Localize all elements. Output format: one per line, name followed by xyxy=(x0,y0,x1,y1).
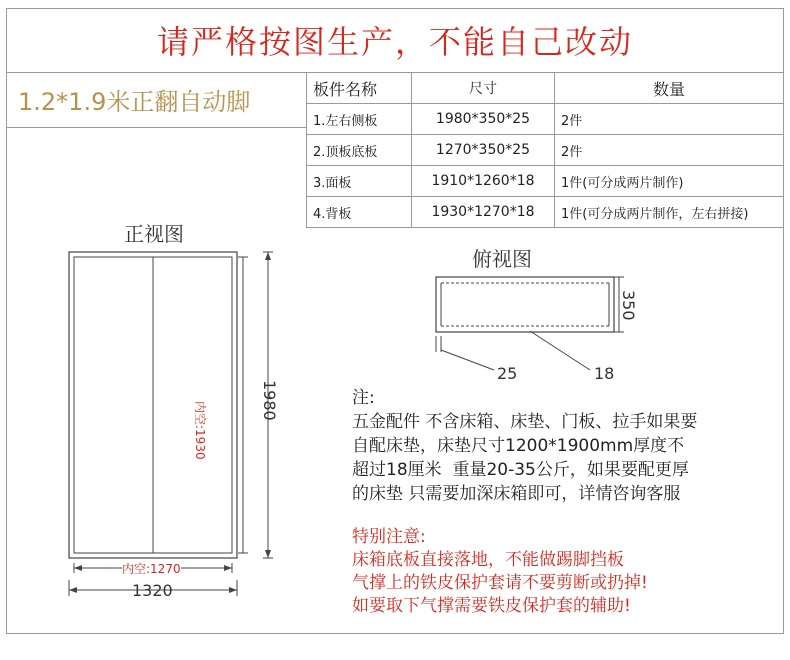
header-size: 尺寸 xyxy=(412,73,555,104)
box-outer xyxy=(436,277,614,332)
model-divider xyxy=(6,127,306,128)
note-line: 五金配件 不含床箱、床垫、门板、拉手如果要 xyxy=(352,412,698,432)
warning-block xyxy=(352,526,648,618)
leader-25 xyxy=(441,350,494,370)
header-name: 板件名称 xyxy=(307,73,412,104)
row-name: 4.背板 xyxy=(307,197,412,228)
note-line: 的床垫 只需要加深床箱即可，详情咨询客服 xyxy=(352,484,681,504)
row-qty: 2件 xyxy=(555,135,784,166)
table-row xyxy=(307,166,784,197)
outer-width-label: 1320 xyxy=(132,581,173,600)
row-size: 1980*350*25 xyxy=(412,104,555,135)
notes-block xyxy=(352,386,697,506)
spec-table xyxy=(306,72,784,228)
table-row xyxy=(307,104,784,135)
row-size: 1270*350*25 xyxy=(412,135,555,166)
top-view-title: 俯视图 xyxy=(472,247,532,271)
row-name: 3.面板 xyxy=(307,166,412,197)
leader-18 xyxy=(530,331,590,370)
thickness-25-label: 25 xyxy=(497,364,518,383)
inner-height-label: 内空:1930 xyxy=(193,401,207,460)
note-line: 注: xyxy=(352,388,375,408)
warning-line: 如要取下气撑需要铁皮保护套的辅助! xyxy=(352,596,631,616)
warning-line: 气撑上的铁皮保护套请不要剪断或扔掉! xyxy=(352,573,648,593)
inner-width-label: 内空:1270 xyxy=(122,562,181,576)
warning-line: 床箱底板直接落地，不能做踢脚挡板 xyxy=(352,550,624,570)
table-row xyxy=(307,197,784,228)
row-qty: 2件 xyxy=(555,104,784,135)
outer-height-label: 1980 xyxy=(260,380,279,421)
front-view-drawing xyxy=(40,240,340,660)
front-view-title: 正视图 xyxy=(124,222,184,246)
banner-title: 请严格按图生产，不能自己改动 xyxy=(156,23,633,61)
row-size: 1910*1260*18 xyxy=(412,166,555,197)
warning-line: 特别注意: xyxy=(352,527,426,547)
header-qty: 数量 xyxy=(555,73,784,104)
note-line: 自配床垫，床垫尺寸1200*1900mm厚度不 xyxy=(352,436,685,456)
model-title: 1.2*1.9米正翻自动脚 xyxy=(18,88,251,116)
row-qty: 1件(可分成两片制作，左右拼接) xyxy=(555,197,784,228)
table-row xyxy=(307,135,784,166)
row-size: 1930*1270*18 xyxy=(412,197,555,228)
table-header-row xyxy=(307,73,784,104)
note-line: 超过18厘米 重量20-35公斤，如果要配更厚 xyxy=(352,460,689,480)
row-name: 1.左右侧板 xyxy=(307,104,412,135)
row-qty: 1件(可分成两片制作) xyxy=(555,166,784,197)
depth-label: 350 xyxy=(619,290,638,321)
thickness-18-label: 18 xyxy=(594,364,615,383)
row-name: 2.顶板底板 xyxy=(307,135,412,166)
